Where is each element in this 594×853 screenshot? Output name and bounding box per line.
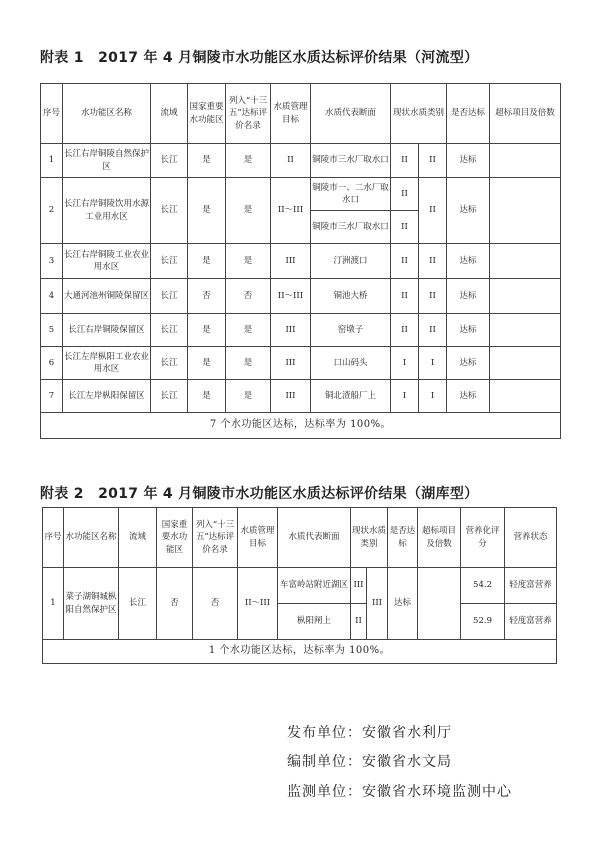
cell-name: 菜子湖铜城枞阳自然保护区 [64, 568, 119, 640]
table-header-row [41, 84, 561, 144]
cell-plan: 否 [193, 568, 238, 640]
cell-section: 铜池大桥 [311, 279, 391, 314]
cell-exceed [490, 347, 561, 380]
cell-seq: 3 [41, 244, 63, 279]
header-current-class: 现状水质类别 [351, 508, 388, 568]
cell-seq: 7 [41, 380, 63, 413]
cell-section: 铜陵市三水厂取水口 [311, 211, 391, 244]
cell-basin: 长江 [151, 380, 188, 413]
header-plan: 列入“十三五”达标评价名录 [226, 84, 271, 144]
header-nutrient-score: 营养化评分 [461, 508, 505, 568]
cell-target: II～III [271, 279, 311, 314]
table-row [41, 178, 561, 211]
table-row [41, 347, 561, 380]
cell-exceed [490, 380, 561, 413]
cell-pass: 达标 [447, 144, 490, 178]
cell-national: 否 [157, 568, 193, 640]
header-seq: 序号 [43, 508, 64, 568]
cell-nutrient-score: 54.2 [461, 568, 505, 604]
cell-plan: 是 [226, 380, 271, 413]
cell-pass: 达标 [447, 347, 490, 380]
header-basin: 流域 [119, 508, 157, 568]
header-pass: 是否达标 [447, 84, 490, 144]
header-basin: 流域 [151, 84, 188, 144]
cell-section-class: II [391, 314, 419, 347]
table-row [41, 144, 561, 178]
header-pass: 是否达标 [388, 508, 418, 568]
cell-target: III [271, 380, 311, 413]
cell-seq: 4 [41, 279, 63, 314]
table-row [41, 279, 561, 314]
cell-target: III [271, 314, 311, 347]
cell-pass: 达标 [447, 380, 490, 413]
cell-national: 是 [188, 244, 226, 279]
table2-caption: 附表 2 2017 年 4 月铜陵市水功能区水质达标评价结果（湖库型） [40, 486, 479, 502]
table-row [41, 244, 561, 279]
cell-pass: 达标 [388, 568, 418, 640]
cell-name: 长江右岸铜陵自然保护区 [63, 144, 151, 178]
cell-plan: 是 [226, 347, 271, 380]
cell-section: 汀洲渡口 [311, 244, 391, 279]
cell-class-overall: II [419, 279, 447, 314]
cell-basin: 长江 [151, 144, 188, 178]
cell-national: 是 [188, 178, 226, 244]
cell-section-class: I [391, 380, 419, 413]
cell-seq: 6 [41, 347, 63, 380]
cell-national: 是 [188, 314, 226, 347]
header-seq: 序号 [41, 84, 63, 144]
cell-section-class: II [391, 178, 419, 211]
cell-section-class: II [391, 211, 419, 244]
cell-basin: 长江 [119, 568, 157, 640]
cell-section: 铜陵市三水厂取水口 [311, 144, 391, 178]
cell-section: 铜陵市一、二水厂取水口 [311, 178, 391, 211]
cell-section: 窑墩子 [311, 314, 391, 347]
cell-plan: 是 [226, 144, 271, 178]
cell-seq: 1 [41, 144, 63, 178]
cell-target: II～III [271, 178, 311, 244]
header-nutrient-state: 营养状态 [505, 508, 557, 568]
cell-pass: 达标 [447, 279, 490, 314]
cell-section: 车富岭站附近湖区 [278, 568, 351, 604]
header-exceed: 超标项目及倍数 [418, 508, 461, 568]
cell-name: 长江左岸枞阳工业农业用水区 [63, 347, 151, 380]
cell-plan: 是 [226, 178, 271, 244]
cell-exceed [418, 568, 461, 640]
river-results-table [40, 83, 561, 439]
cell-national: 是 [188, 144, 226, 178]
cell-name: 长江右岸铜陵工业农业用水区 [63, 244, 151, 279]
header-national: 国家重要水功能区 [188, 84, 226, 144]
cell-class-overall: I [419, 380, 447, 413]
cell-section: 枞阳闸上 [278, 604, 351, 640]
cell-exceed [490, 279, 561, 314]
cell-target: III [271, 244, 311, 279]
header-target: 水质管理目标 [238, 508, 278, 568]
header-name: 水功能区名称 [63, 84, 151, 144]
cell-seq: 1 [43, 568, 64, 640]
summary-row [43, 640, 557, 664]
cell-section-class: I [391, 347, 419, 380]
summary-row [41, 413, 561, 439]
cell-target: II [271, 144, 311, 178]
cell-target: II～III [238, 568, 278, 640]
cell-seq: 2 [41, 178, 63, 244]
cell-basin: 长江 [151, 178, 188, 244]
monitor-line: 监测单位：安徽省水环境监测中心 [287, 784, 512, 800]
cell-section-class: II [391, 144, 419, 178]
cell-class-overall: II [419, 244, 447, 279]
cell-basin: 长江 [151, 279, 188, 314]
header-section: 水质代表断面 [278, 508, 351, 568]
table2-summary: 1 个水功能区达标，达标率为 100%。 [43, 640, 557, 664]
header-plan: 列入“十三五”达标评价名录 [193, 508, 238, 568]
cell-exceed [490, 178, 561, 244]
header-name: 水功能区名称 [64, 508, 119, 568]
cell-name: 长江右岸铜陵保留区 [63, 314, 151, 347]
cell-basin: 长江 [151, 314, 188, 347]
cell-plan: 是 [226, 244, 271, 279]
publisher-line: 发布单位：安徽省水利厅 [287, 725, 452, 741]
header-current-class: 现状水质类别 [391, 84, 447, 144]
cell-class-overall: I [419, 347, 447, 380]
cell-seq: 5 [41, 314, 63, 347]
cell-pass: 达标 [447, 244, 490, 279]
cell-class-overall: III [367, 568, 388, 640]
cell-exceed [490, 244, 561, 279]
cell-section: 口山码头 [311, 347, 391, 380]
cell-name: 大通河池州铜陵保留区 [63, 279, 151, 314]
cell-nutrient-state: 轻度富营养 [505, 568, 557, 604]
cell-national: 是 [188, 380, 226, 413]
table-row [41, 380, 561, 413]
cell-nutrient-state: 轻度富营养 [505, 604, 557, 640]
cell-exceed [490, 314, 561, 347]
cell-basin: 长江 [151, 244, 188, 279]
cell-target: III [271, 347, 311, 380]
cell-name: 长江左岸枞阳保留区 [63, 380, 151, 413]
cell-national: 是 [188, 347, 226, 380]
header-exceed: 超标项目及倍数 [490, 84, 561, 144]
cell-exceed [490, 144, 561, 178]
cell-plan: 是 [226, 314, 271, 347]
cell-name: 长江右岸铜陵饮用水源工业用水区 [63, 178, 151, 244]
table1-caption: 附表 1 2017 年 4 月铜陵市水功能区水质达标评价结果（河流型） [40, 50, 479, 66]
cell-pass: 达标 [447, 178, 490, 244]
table-header-row [43, 508, 557, 568]
cell-class-overall: II [419, 144, 447, 178]
cell-class-overall: II [419, 178, 447, 244]
table-row [41, 314, 561, 347]
cell-section: 铜北渣船厂上 [311, 380, 391, 413]
cell-section-class: III [351, 568, 367, 604]
cell-section-class: II [391, 244, 419, 279]
table1-summary: 7 个水功能区达标，达标率为 100%。 [41, 413, 561, 439]
header-national: 国家重要水功能区 [157, 508, 193, 568]
compiler-line: 编制单位：安徽省水文局 [287, 754, 452, 770]
cell-class-overall: II [419, 314, 447, 347]
table-row [43, 568, 557, 604]
lake-results-table [42, 507, 557, 664]
cell-section-class: II [391, 279, 419, 314]
cell-plan: 否 [226, 279, 271, 314]
header-target: 水质管理目标 [271, 84, 311, 144]
cell-national: 否 [188, 279, 226, 314]
cell-nutrient-score: 52.9 [461, 604, 505, 640]
cell-section-class: II [351, 604, 367, 640]
cell-basin: 长江 [151, 347, 188, 380]
header-section: 水质代表断面 [311, 84, 391, 144]
cell-pass: 达标 [447, 314, 490, 347]
